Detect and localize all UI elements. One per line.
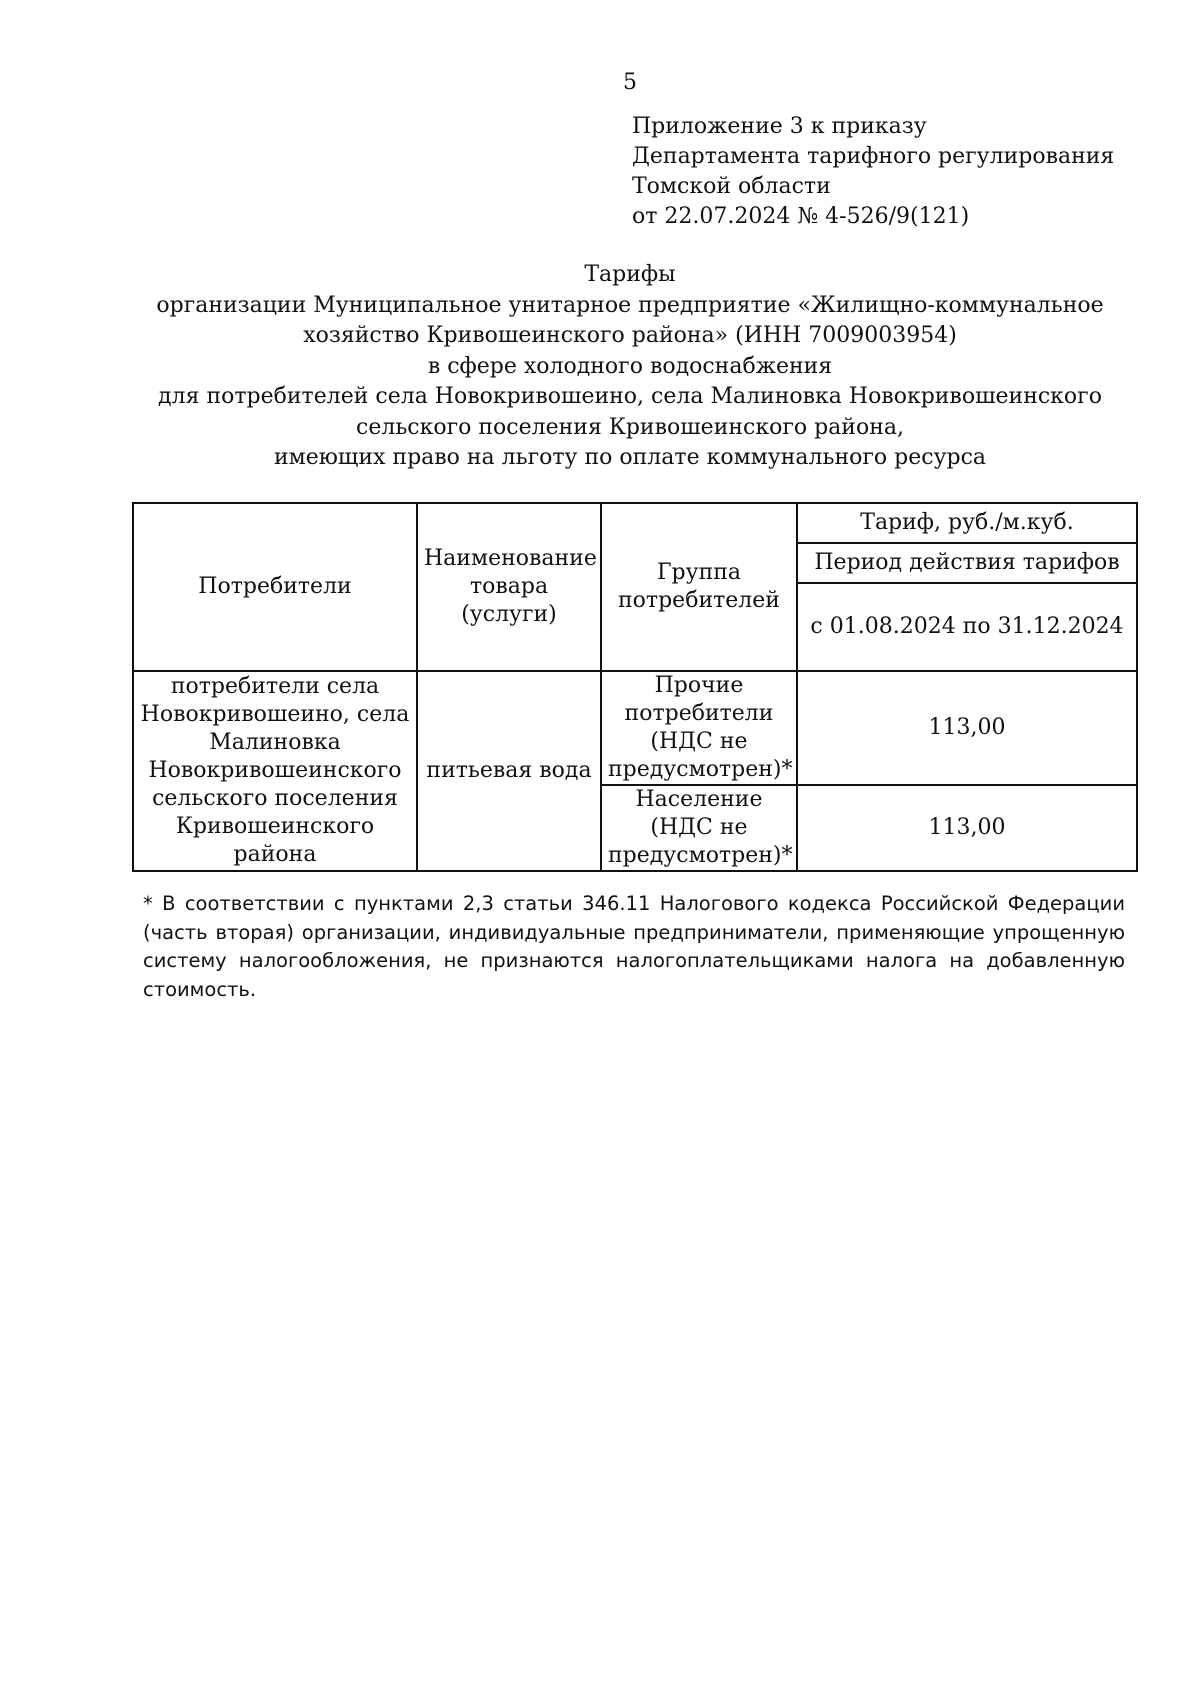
document-title [130,260,1130,474]
title-line: Тарифы [584,262,676,287]
appendix-line: Приложение 3 к приказу [632,114,927,139]
cell-group: Прочие потребители (НДС не предусмотрен)* [601,671,797,785]
cell-group: Население (НДС не предусмотрен)* [601,785,797,871]
cell-service: питьевая вода [417,671,601,871]
header-group: Группа потребителей [601,503,797,671]
table-row [133,671,1137,785]
header-period-label: Период действия тарифов [797,543,1137,583]
header-period: с 01.08.2024 по 31.12.2024 [797,583,1137,671]
appendix-line: Томской области [632,174,831,199]
title-line: в сфере холодного водоснабжения [427,353,833,379]
cell-tariff-value: 113,00 [797,671,1137,785]
tariff-table [132,502,1138,872]
header-service: Наименование товара (услуги) [417,503,601,671]
header-consumers: Потребители [133,503,417,671]
title-line: хозяйство Кривошеинского района» (ИНН 7009003954) [303,323,957,348]
appendix-line: от 22.07.2024 № 4-526/9(121) [632,204,970,229]
footnote: * В соответствии с пунктами 2,3 статьи 346.11 Налогового кодекса Российской Федерации (часть вторая) организации, индивидуальные предприниматели, применяющие упрощенную систему налогообложения, не признаются налогоплательщиками налога на добавленную стоимость. [143,892,1125,1001]
title-line: организации Муниципальное унитарное предприятие «Жилищно-коммунальное [156,292,1104,318]
appendix-line: Департамента тарифного регулирования [632,144,1115,169]
cell-consumers: потребители села Новокривошеино, села Малиновка Новокривошеинского сельского поселения Кривошеинского района [133,671,417,871]
title-line: сельского поселения Кривошеинского района, [356,414,904,440]
header-tariff: Тариф, руб./м.куб. [797,503,1137,543]
cell-tariff-value: 113,00 [797,785,1137,871]
appendix-block [632,112,1114,232]
title-line: для потребителей села Новокривошеино, села Малиновка Новокривошеинского [158,384,1102,409]
title-line: имеющих право на льготу по оплате коммунального ресурса [273,445,987,470]
page-number: 5 [623,70,637,95]
table-header-row [133,503,1137,543]
